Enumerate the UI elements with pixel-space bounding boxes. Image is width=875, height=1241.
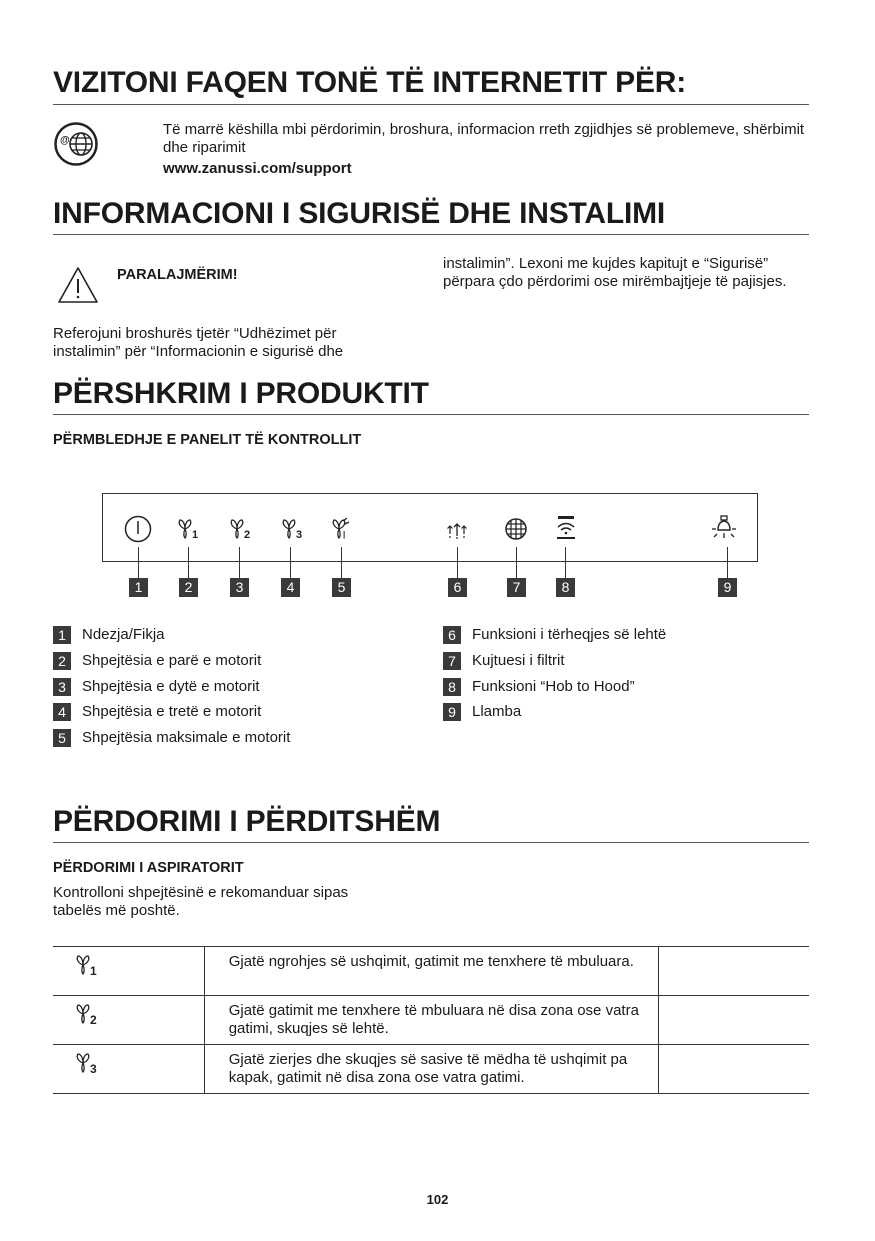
fan-speed-3-icon[interactable] <box>280 517 306 541</box>
callout-line <box>727 547 728 579</box>
callout-line <box>239 547 240 579</box>
empty-cell <box>659 947 809 996</box>
safety-text-right: instalimin”. Lexoni me kujdes kapitujt e “Sigurisë” përpara çdo përdorimi ose mirëmbajtjeje të pajisjes. <box>443 255 787 290</box>
legend-item <box>53 703 261 721</box>
empty-cell <box>659 996 809 1045</box>
legend-number: 3 <box>53 678 71 696</box>
legend-number: 9 <box>443 703 461 721</box>
legend-label: Ndezja/Fikja <box>82 626 165 643</box>
legend-item <box>53 678 260 696</box>
speed-description: Gjatë ngrohjes së ushqimit, gatimit me tenxhere të mbuluara. <box>204 947 659 996</box>
fan-speed-2-icon <box>74 1013 104 1030</box>
speed-cell <box>53 996 204 1045</box>
legend-number: 6 <box>443 626 461 644</box>
fan-speed-1-icon[interactable] <box>176 517 202 541</box>
warning-label: PARALAJMËRIM! <box>117 267 238 283</box>
legend-label: Funksioni “Hob to Hood” <box>472 678 635 695</box>
legend-label: Llamba <box>472 703 522 720</box>
divider <box>53 234 809 235</box>
power-icon[interactable] <box>124 515 152 543</box>
svg-text:@: @ <box>60 135 70 146</box>
speed-description: Gjatë gatimit me tenxhere të mbuluara në disa zona ose vatra gatimi, skuqjes së lehtë. <box>204 996 659 1045</box>
product-section-title: PËRSHKRIM I PRODUKTIT <box>53 377 429 410</box>
callout-number-1: 1 <box>129 578 148 597</box>
callout-number-7: 7 <box>507 578 526 597</box>
legend-number: 2 <box>53 652 71 670</box>
callout-line <box>188 547 189 579</box>
speed-table <box>53 946 809 1094</box>
callout-number-4: 4 <box>281 578 300 597</box>
speed-cell <box>53 947 204 996</box>
callout-number-8: 8 <box>556 578 575 597</box>
legend-item <box>443 703 521 721</box>
fan-max-speed-icon[interactable] <box>328 515 354 541</box>
website-section-title: VIZITONI FAQEN TONË TË INTERNETIT PËR: <box>53 66 687 99</box>
globe-web-icon <box>53 122 99 166</box>
legend-label: Funksioni i tërheqjes së lehtë <box>472 626 667 643</box>
callout-line <box>138 547 139 579</box>
divider <box>53 104 809 105</box>
legend-label: Shpejtësia e dytë e motorit <box>82 678 260 695</box>
callout-number-2: 2 <box>179 578 198 597</box>
callout-number-6: 6 <box>448 578 467 597</box>
hood-use-intro: Kontrolloni shpejtësinë e rekomanduar sipas tabelës më poshtë. <box>53 884 349 919</box>
daily-use-section-title: PËRDORIMI I PËRDITSHËM <box>53 805 441 838</box>
callout-line <box>516 547 517 579</box>
filter-reminder-icon[interactable] <box>504 517 528 541</box>
callout-line <box>290 547 291 579</box>
safety-section-title: INFORMACIONI I SIGURISË DHE INSTALIMI <box>53 197 666 230</box>
legend-label: Shpejtësia e tretë e motorit <box>82 703 262 720</box>
fan-speed-1-icon <box>74 964 104 981</box>
svg-text:3: 3 <box>90 1062 97 1075</box>
lamp-icon[interactable] <box>709 513 739 543</box>
callout-number-3: 3 <box>230 578 249 597</box>
svg-text:2: 2 <box>90 1013 97 1026</box>
legend-number: 1 <box>53 626 71 644</box>
legend-label: Kujtuesi i filtrit <box>472 652 565 669</box>
warning-icon <box>57 266 99 304</box>
callout-number-9: 9 <box>718 578 737 597</box>
breeze-function-icon[interactable] <box>444 516 470 540</box>
divider <box>53 842 809 843</box>
callout-line <box>565 547 566 579</box>
svg-text:1: 1 <box>90 964 97 977</box>
speed-mark-3: 3 <box>296 529 303 541</box>
callout-line <box>341 547 342 579</box>
legend-number: 5 <box>53 729 71 747</box>
legend-item <box>443 652 565 670</box>
legend-item <box>443 678 635 696</box>
table-row <box>53 947 809 996</box>
support-link[interactable]: www.zanussi.com/support <box>163 160 352 177</box>
legend-item <box>443 626 666 644</box>
legend-label: Shpejtësia e parë e motorit <box>82 652 262 669</box>
legend-number: 8 <box>443 678 461 696</box>
table-row <box>53 996 809 1045</box>
legend-item <box>53 626 165 644</box>
legend-label: Shpejtësia maksimale e motorit <box>82 729 291 746</box>
legend-item <box>53 729 290 747</box>
fan-speed-2-icon[interactable] <box>228 517 254 541</box>
control-panel-subtitle: PËRMBLEDHJE E PANELIT TË KONTROLLIT <box>53 432 362 448</box>
legend-item <box>53 652 261 670</box>
callout-line <box>457 547 458 579</box>
fan-speed-3-icon <box>74 1062 104 1079</box>
page-number: 102 <box>426 1192 449 1207</box>
legend-number: 4 <box>53 703 71 721</box>
hood-use-subtitle: PËRDORIMI I ASPIRATORIT <box>53 860 244 876</box>
speed-mark-1: 1 <box>192 529 199 541</box>
speed-mark-2: 2 <box>244 529 251 541</box>
hob-to-hood-icon[interactable] <box>554 515 578 541</box>
website-description: Të marrë këshilla mbi përdorimin, broshura, informacion rreth zgjidhjes së problemeve, shërbimit dhe riparimit <box>163 121 805 156</box>
speed-cell <box>53 1045 204 1094</box>
svg-text:|: | <box>343 530 346 539</box>
legend-number: 7 <box>443 652 461 670</box>
empty-cell <box>659 1045 809 1094</box>
speed-description: Gjatë zierjes dhe skuqjes së sasive të mëdha të ushqimit pa kapak, gatimit në disa zona ose vatra gatimi. <box>204 1045 659 1094</box>
divider <box>53 414 809 415</box>
callout-number-5: 5 <box>332 578 351 597</box>
table-row <box>53 1045 809 1094</box>
safety-text-left: Referojuni broshurës tjetër “Udhëzimet për instalimin” për “Informacionin e sigurisë dhe <box>53 325 344 360</box>
